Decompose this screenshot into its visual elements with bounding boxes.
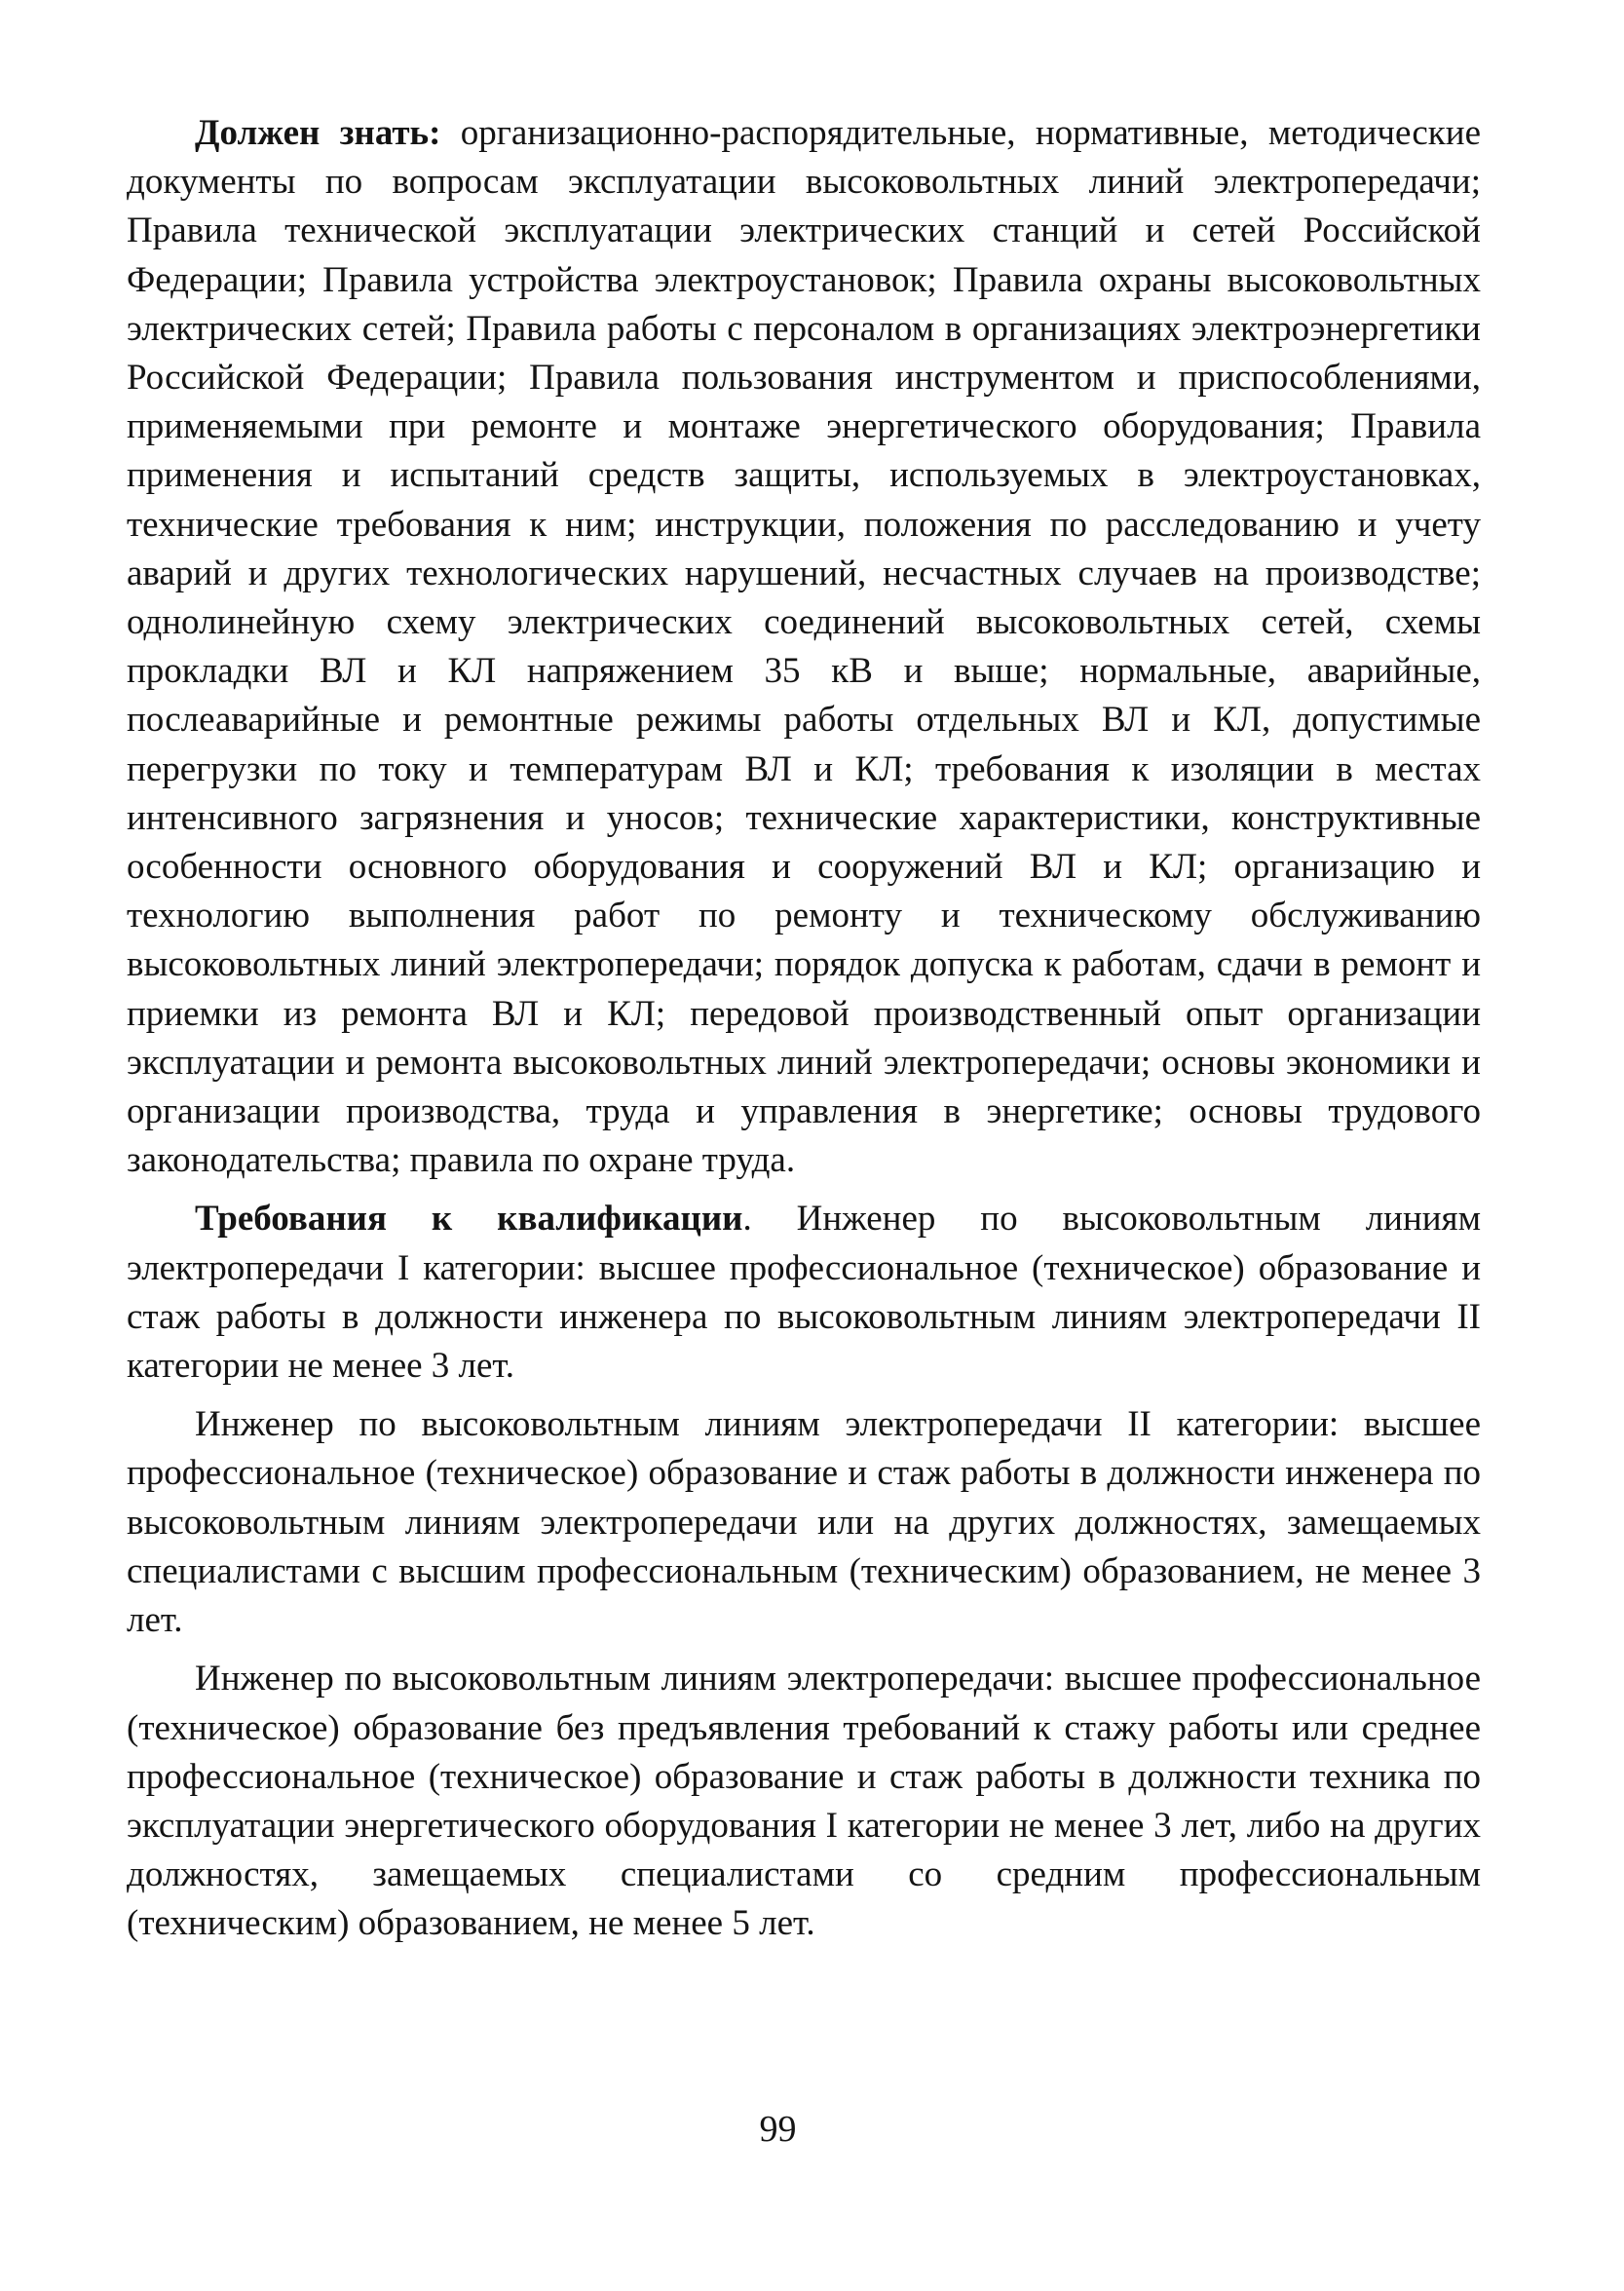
paragraph-text-qualification: . Инженер по высоковольтным линиям электропередачи I категории: высшее профессиональное (техническое) образование и стаж работы в должности инженера по высоковольтным линиям электропередачи II категории не менее 3 лет. — [127, 1199, 1481, 1387]
paragraph-lead-qualification: Требования к квалификации — [195, 1199, 743, 1240]
paragraph-no-category — [127, 1655, 1481, 1948]
paragraph-qualification-requirements — [127, 1195, 1481, 1391]
body-text — [127, 109, 1481, 1949]
paragraph-must-know — [127, 109, 1481, 1185]
paragraph-category-2 — [127, 1400, 1481, 1645]
paragraph-text-no-category: Инженер по высоковольтным линиям электропередачи: высшее профессиональное (техническое) образование без предъявления требований к стажу работы или среднее профессиональное (техническое) образование и стаж работы в должности техника по эксплуатации энергетического оборудования I категории не менее 3 лет, либо на других должностях, замещаемых специалистами со средним профессиональным (техническим) образованием, не менее 5 лет. — [127, 1659, 1481, 1944]
paragraph-lead-must-know: Должен знать: — [195, 113, 441, 153]
paragraph-text-category-2: Инженер по высоковольтным линиям электропередачи II категории: высшее профессиональное (техническое) образование и стаж работы в должности инженера по высоковольтным линиям электропередачи или на других должностях, замещаемых специалистами с высшим профессиональным (техническим) образованием, не менее 3 лет. — [127, 1404, 1481, 1641]
paragraph-text-must-know: организационно-распорядительные, нормативные, методические документы по вопросам эксплуатации высоковольтных линий электропередачи; Правила технической эксплуатации электрических станций и сетей Российской Федерации; Правила устройства электроустановок; Правила охраны высоковольтных электрических сетей; Правила работы с персоналом в организациях электроэнергетики Российской Федерации; Правила пользования инструментом и приспособлениями, применяемыми при ремонте и монтаже энергетического оборудования; Правила применения и испытаний средств защиты, используемых в электроустановках, технические требования к ним; инструкции, положения по расследованию и учету аварий и других технологических нарушений, несчастных случаев на производстве; однолинейную схему электрических соединений высоковольтных сетей, схемы прокладки ВЛ и КЛ напряжением 35 кВ и выше; нормальные, аварийные, послеаварийные и ремонтные режимы работы отдельных ВЛ и КЛ, допустимые перегрузки по току и температурам ВЛ и КЛ; требования к изоляции в местах интенсивного загрязнения и уносов; технические характеристики, конструктивные особенности основного оборудования и сооружений ВЛ и КЛ; организацию и технологию выполнения работ по ремонту и техническому обслуживанию высоковольтных линий электропередачи; порядок допуска к работам, сдачи в ремонт и приемки из ремонта ВЛ и КЛ; передовой производственный опыт организации эксплуатации и ремонта высоковольтных линий электропередачи; основы экономики и организации производства, труда и управления в энергетике; основы трудового законодательства; правила по охране труда. — [127, 113, 1481, 1181]
page-number: 99 — [759, 2109, 797, 2150]
